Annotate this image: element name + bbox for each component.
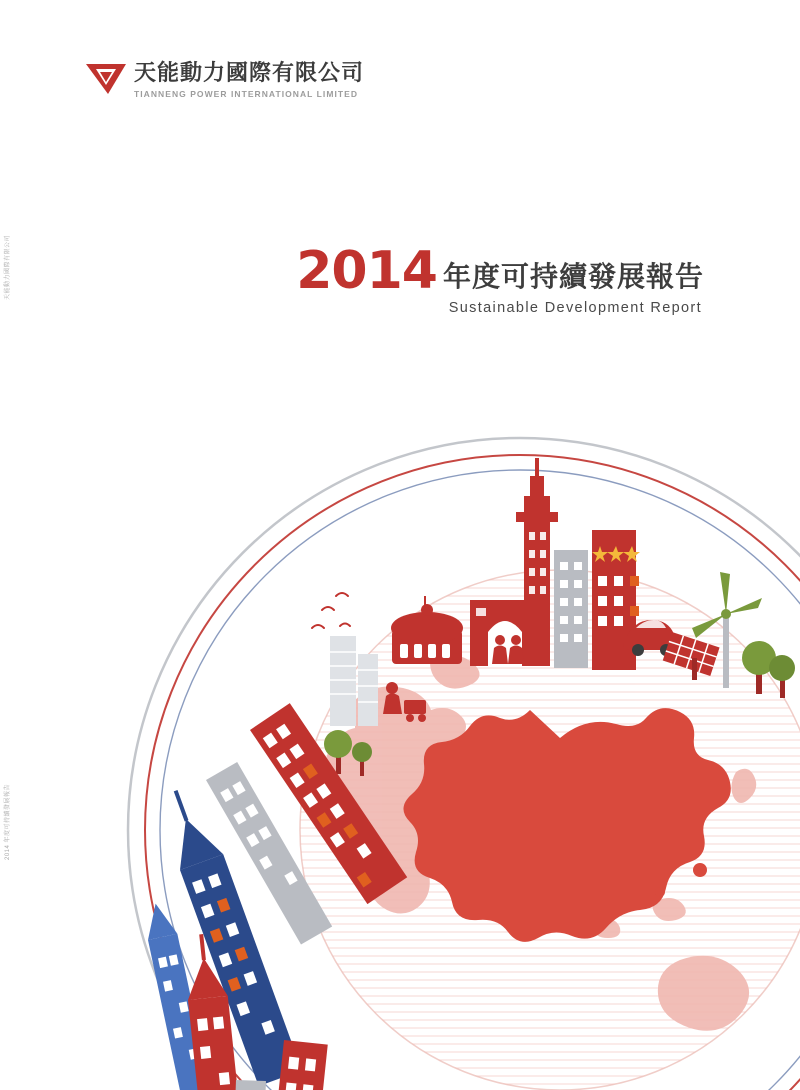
- cover-artwork: [0, 400, 800, 1090]
- report-year: 2014: [296, 241, 437, 301]
- company-logo: [84, 60, 364, 99]
- report-title-cn: 年度可持續發展報告: [442, 260, 704, 294]
- logo-company-name-en: TIANNENG POWER INTERNATIONAL LIMITED: [134, 89, 359, 100]
- tianneng-v-mark-icon: [84, 60, 128, 98]
- spine-text-top: 天能動力國際有限公司: [5, 234, 11, 300]
- spine-text-bottom: 2014 年度可持續發展報告: [5, 783, 11, 860]
- report-title-en: Sustainable Development Report: [448, 299, 702, 316]
- logo-company-name-cn: 天能動力國際有限公司: [134, 61, 365, 86]
- cover-title-block: [296, 241, 704, 316]
